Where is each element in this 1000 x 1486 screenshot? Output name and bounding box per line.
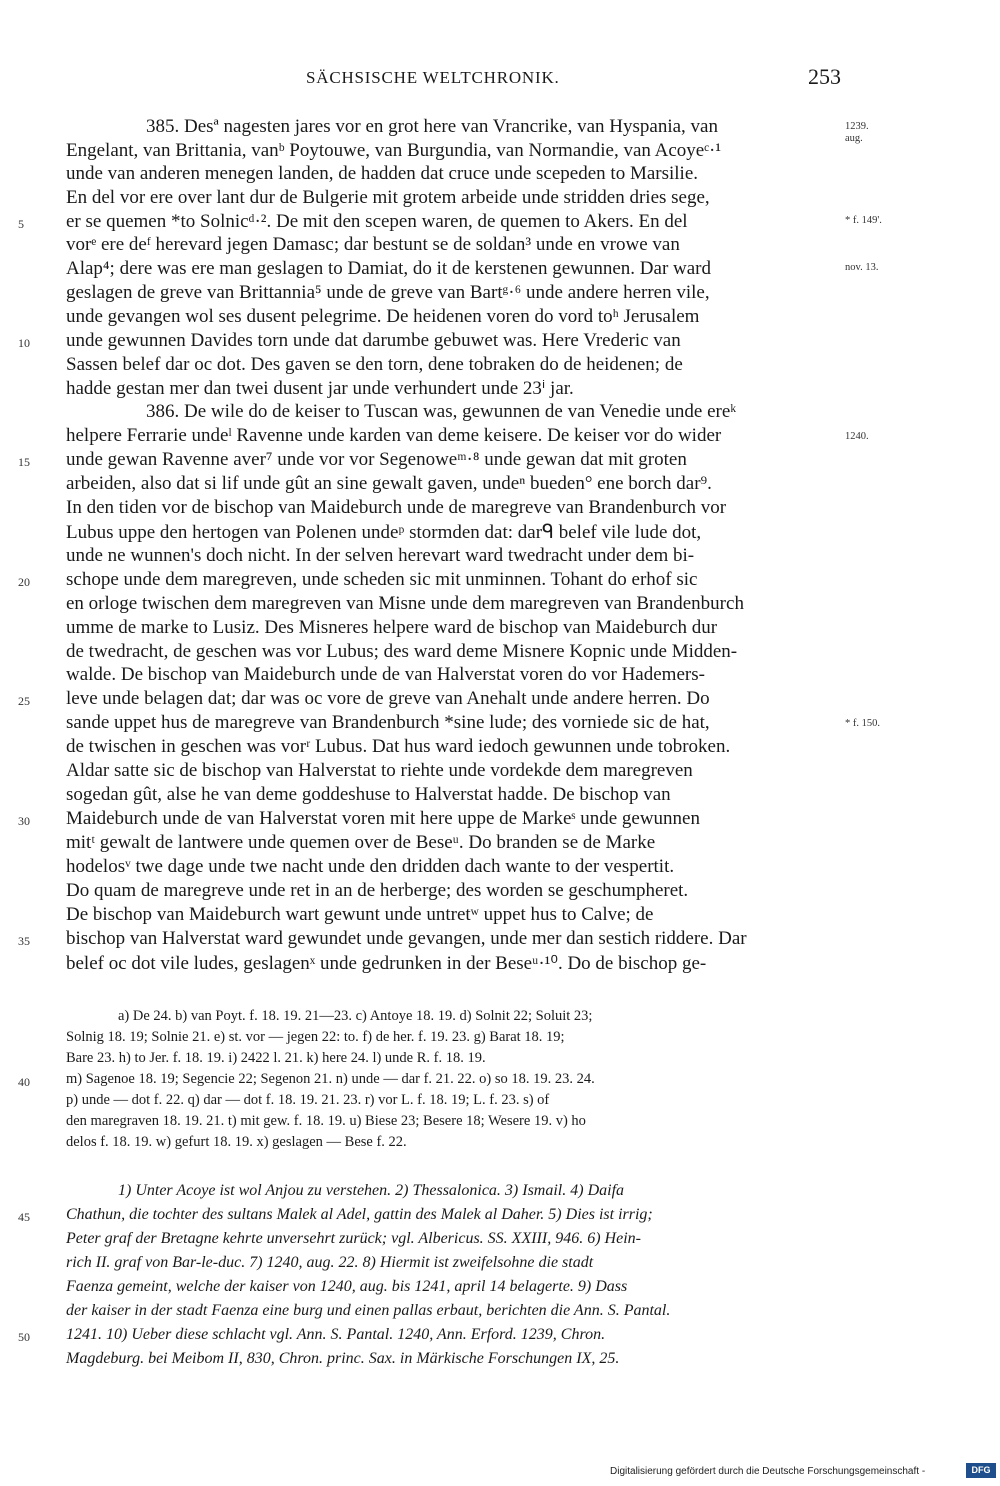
line-number: 20 xyxy=(18,575,30,589)
digitization-credit: Digitalisierung gefördert durch die Deutsche Forschungsgemeinschaft - xyxy=(610,1466,926,1477)
apparatus-line: a) De 24. b) van Poyt. f. 18. 19. 21—23. c) Antoye 18. 19. d) Solnit 22; Soluit 23; xyxy=(118,1008,593,1024)
text-line: Engelant, van Brittania, vanᵇ Poytouwe, van Burgundia, van Normandie, van Acoyeᶜ·¹ xyxy=(66,140,722,161)
text-line: mitᵗ gewalt de lantwere unde quemen over de Beseᵘ. Do branden se de Marke xyxy=(66,832,656,853)
text-line: umme de marke to Lusiz. Des Misneres helpere ward de bischop van Maideburch dur xyxy=(66,617,718,638)
running-title: SÄCHSISCHE WELTCHRONIK. xyxy=(306,68,560,87)
text-line: unde ne wunnen's doch nicht. In der selven herevart ward twedracht under dem bi- xyxy=(66,545,695,566)
text-line: unde gewunnen Davides torn unde dat darumbe gebuwet was. Here Vrederic van xyxy=(66,330,681,351)
line-number: 5 xyxy=(18,217,24,231)
apparatus-line: m) Sagenoe 18. 19; Segencie 22; Segenon 21. n) unde — dar f. 21. 22. o) so 18. 19. 23. 24. xyxy=(66,1071,595,1087)
note-line: 1241. 10) Ueber diese schlacht vgl. Ann. S. Pantal. 1240, Ann. Erford. 1239, Chron. xyxy=(66,1326,606,1343)
text-line: unde van anderen menegen landen, de hadden dat cruce unde scepeden to Marsilie. xyxy=(66,163,699,184)
text-line: Alap⁴; dere was ere man geslagen to Damiat, do it de kerstenen gewunnen. Dar ward xyxy=(66,258,711,279)
note-line: 1) Unter Acoye ist wol Anjou zu verstehen. 2) Thessalonica. 3) Ismail. 4) Daifa xyxy=(118,1182,625,1199)
line-number: 35 xyxy=(18,934,30,948)
text-line: Maideburch unde de van Halverstat voren mit here uppe de Markeˢ unde gewunnen xyxy=(66,808,700,829)
text-line: de twedracht, de geschen was vor Lubus; des ward deme Misnere Kopnic unde Midden- xyxy=(66,641,738,662)
apparatus-line: den maregraven 18. 19. 21. t) mit gew. f. 18. 19. u) Biese 23; Besere 18; Wesere 19. v) ho xyxy=(66,1113,586,1129)
page-number: 253 xyxy=(808,64,841,89)
text-line: helpere Ferrarie undeˡ Ravenne unde karden van deme keisere. De keiser vor do wider xyxy=(66,425,722,446)
text-line: en orloge twischen dem maregreven van Misne unde dem maregreven van Brandenburch xyxy=(66,593,744,614)
note-line: rich II. graf von Bar-le-duc. 7) 1240, aug. 22. 8) Hiermit ist zweifelsohne die stadt xyxy=(66,1254,594,1271)
text-line: hadde gestan mer dan twei dusent jar unde verhundert unde 23ⁱ jar. xyxy=(66,378,574,399)
note-line: Chathun, die tochter des sultans Malek al Adel, gattin des Malek al Daher. 5) Dies ist irrig; xyxy=(66,1206,653,1223)
apparatus-line: Solnig 18. 19; Solnie 21. e) st. vor — jegen 22: to. f) de her. f. 19. 23. g) Barat 18. 19; xyxy=(66,1029,565,1045)
line-number: 45 xyxy=(18,1210,30,1224)
margin-folio: * f. 149'. xyxy=(845,215,882,226)
apparatus-line: p) unde — dot f. 22. q) dar — dot f. 18. 19. 21. 23. r) vor L. f. 18. 19; L. f. 23. s) of xyxy=(66,1092,550,1108)
apparatus-line: Bare 23. h) to Jer. f. 18. 19. i) 2422 l. 21. k) here 24. l) unde R. f. 18. 19. xyxy=(66,1050,486,1066)
margin-date: 1239. xyxy=(845,121,869,132)
text-line: sande uppet hus de maregreve van Brandenburch *sine lude; des vorniede sic de hat, xyxy=(66,712,710,733)
dfg-logo: DFG xyxy=(966,1463,996,1478)
margin-date: aug. xyxy=(845,133,863,144)
text-line: vorᵉ ere deᶠ herevard jegen Damasc; dar bestunt se de soldan³ unde en vrowe van xyxy=(66,234,680,255)
text-line: In den tiden vor de bischop van Maideburch unde de maregreve van Brandenburch vor xyxy=(66,497,727,518)
note-line: Peter graf der Bretagne kehrte unversehrt zurück; vgl. Albericus. SS. XXIII, 946. 6) Hein- xyxy=(66,1230,641,1247)
text-line: hodelosᵛ twe dage unde twe nacht unde den dridden dach wante to der vespertit. xyxy=(66,856,675,877)
text-line: unde gevangen wol ses dusent pelegrime. De heidenen voren do vord toʰ Jerusalem xyxy=(66,306,700,327)
margin-date: 1240. xyxy=(845,431,869,442)
text-line: En del vor ere over lant dur de Bulgerie mit grotem arbeide unde stridden dries sege, xyxy=(66,187,710,208)
text-line: Do quam de maregreve unde ret in an de herberge; des worden se geschumpheret. xyxy=(66,880,689,901)
line-number: 30 xyxy=(18,814,30,828)
text-line: er se quemen *to Solnicᵈ·². De mit den scepen waren, de quemen to Akers. En del xyxy=(66,211,688,232)
margin-folio: * f. 150. xyxy=(845,718,880,729)
text-line: belef oc dot vile ludes, geslagenˣ unde gedrunken in der Beseᵘ·¹⁰. Do de bischop ge- xyxy=(66,953,707,974)
margin-date: nov. 13. xyxy=(845,262,879,273)
line-number: 40 xyxy=(18,1075,30,1089)
text-line: de twischen in geschen was vorʳ Lubus. Dat hus ward iedoch gewunnen unde tobroken. xyxy=(66,736,731,757)
line-number: 10 xyxy=(18,336,30,350)
note-line: der kaiser in der stadt Faenza eine burg und einen pallas erbaut, berichten die Ann. S. Pantal. xyxy=(66,1302,671,1319)
text-line: Sassen belef dar oc dot. Des gaven se den torn, dene tobraken do de heidenen; de xyxy=(66,354,683,375)
text-line: arbeiden, also dat si lif unde gût an sine gewalt gaven, undeⁿ bueden° ene borch dar⁹. xyxy=(66,473,712,494)
text-line: 386. De wile do de keiser to Tuscan was, gewunnen de van Venedie unde ereᵏ xyxy=(146,401,737,422)
text-line: geslagen de greve van Brittannia⁵ unde de greve van Bartᵍ·⁶ unde andere herren vile, xyxy=(66,282,710,303)
line-number: 15 xyxy=(18,455,30,469)
text-line: walde. De bischop van Maideburch unde de van Halverstat voren do vor Hademers- xyxy=(66,664,705,685)
apparatus-line: delos f. 18. 19. w) gefurt 18. 19. x) geslagen — Bese f. 22. xyxy=(66,1134,407,1150)
text-line: De bischop van Maideburch wart gewunt unde untretʷ uppet hus to Calve; de xyxy=(66,904,654,925)
text-line: leve unde belagen dat; dar was oc vore de greve van Anehalt unde andere herren. Do xyxy=(66,688,710,709)
line-number: 25 xyxy=(18,694,30,708)
text-line: 385. Desª nagesten jares vor en grot here van Vrancrike, van Hyspania, van xyxy=(146,116,718,137)
note-line: Magdeburg. bei Meibom II, 830, Chron. princ. Sax. in Märkische Forschungen IX, 25. xyxy=(66,1350,620,1367)
text-line: sogedan gût, alse he van deme goddeshuse to Halverstat hadde. De bischop van xyxy=(66,784,671,805)
line-number: 50 xyxy=(18,1330,30,1344)
note-line: Faenza gemeint, welche der kaiser von 1240, aug. bis 1241, april 14 belagerte. 9) Dass xyxy=(66,1278,628,1295)
text-line: Lubus uppe den hertogen van Polenen undeᵖ stormden dat: darᑫ belef vile lude dot, xyxy=(66,522,702,543)
text-line: unde gewan Ravenne aver⁷ unde vor vor Segenoweᵐ·⁸ unde gewan dat mit groten xyxy=(66,449,687,470)
text-line: Aldar satte sic de bischop van Halverstat to riehte unde vordekde dem maregreven xyxy=(66,760,693,781)
text-line: schope unde dem maregreven, unde scheden sic mit unminnen. Tohant do erhof sic xyxy=(66,569,698,590)
text-line: bischop van Halverstat ward gewundet unde gevangen, unde mer dan sestich riddere. Dar xyxy=(66,928,747,949)
page-header xyxy=(0,64,1000,98)
